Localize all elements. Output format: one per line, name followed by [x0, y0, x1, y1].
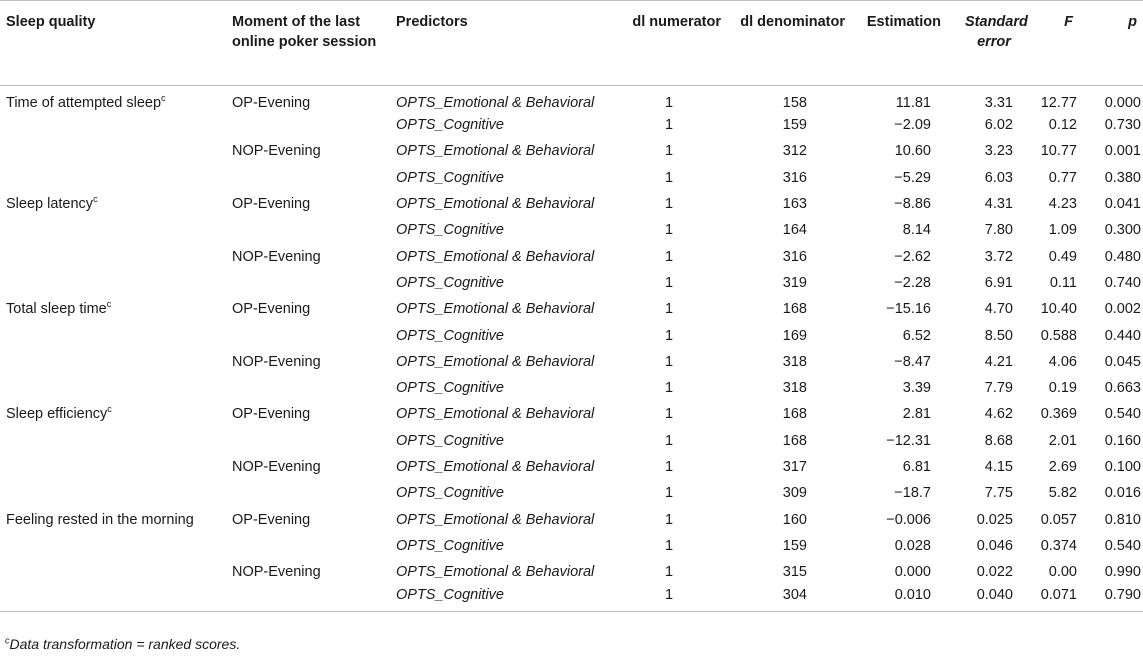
cell-dl-numerator: 1: [664, 169, 674, 186]
cell-sleep-quality: [0, 559, 226, 585]
cell-predictor: OPTS_Cognitive: [396, 380, 504, 397]
cell-moment: [226, 585, 390, 611]
cell-moment: NOP-Evening: [232, 353, 321, 370]
cell-dl-denominator: 158: [782, 95, 807, 111]
cell-p: 0.990: [1104, 564, 1141, 581]
table-row: [0, 454, 1143, 480]
cell-predictor: OPTS_Cognitive: [396, 274, 504, 291]
cell-f: 4.06: [1048, 353, 1077, 370]
cell-moment: NOP-Evening: [232, 248, 321, 265]
cell-predictor: OPTS_Emotional & Behavioral: [396, 301, 595, 318]
table-body: [0, 86, 1143, 612]
cell-moment: [226, 428, 390, 454]
table-row: [0, 506, 1143, 532]
cell-moment: [226, 270, 390, 296]
table-row: [0, 217, 1143, 243]
cell-dl-denominator: 168: [782, 432, 807, 449]
cell-standard-error: 6.03: [984, 169, 1013, 186]
header-moment: Moment of the last online poker session: [226, 1, 390, 86]
cell-standard-error: 6.02: [984, 117, 1013, 134]
cell-f: 4.23: [1048, 196, 1077, 213]
cell-predictor: OPTS_Emotional & Behavioral: [396, 143, 595, 160]
cell-predictor: OPTS_Emotional & Behavioral: [396, 406, 595, 423]
cell-estimation: 6.52: [902, 327, 931, 344]
cell-p: 0.380: [1104, 169, 1141, 186]
cell-predictor: OPTS_Cognitive: [396, 537, 504, 554]
cell-sleep-quality: [0, 375, 226, 401]
cell-predictor: OPTS_Cognitive: [396, 327, 504, 344]
cell-p: 0.016: [1104, 485, 1141, 502]
cell-dl-numerator: 1: [664, 117, 674, 134]
cell-dl-numerator: 1: [664, 95, 674, 111]
cell-standard-error: 3.31: [984, 95, 1013, 111]
cell-estimation: 0.000: [894, 564, 931, 581]
table-row: [0, 138, 1143, 164]
table-row: [0, 270, 1143, 296]
superscript-marker: c: [106, 299, 112, 310]
header-standard-error: Standard error: [959, 1, 1029, 86]
cell-standard-error: 6.91: [984, 274, 1013, 291]
cell-sleep-quality: Time of attempted sleep$^c$: [6, 93, 166, 111]
cell-sleep-quality: [0, 138, 226, 164]
cell-p: 0.000: [1104, 95, 1141, 111]
cell-dl-denominator: 159: [782, 537, 807, 554]
header-p: p: [1079, 1, 1143, 86]
cell-estimation: −8.86: [894, 196, 931, 213]
cell-dl-denominator: 163: [782, 196, 807, 213]
cell-standard-error: 0.046: [976, 537, 1013, 554]
cell-sleep-quality: Total sleep time$^c$: [6, 299, 112, 318]
cell-p: 0.790: [1079, 585, 1143, 611]
cell-dl-numerator: 1: [664, 327, 674, 344]
cell-predictor: OPTS_Emotional & Behavioral: [396, 511, 595, 528]
cell-p: 0.730: [1104, 117, 1141, 134]
cell-f: 2.01: [1048, 432, 1077, 449]
cell-dl-denominator: 312: [782, 143, 807, 160]
cell-predictor: OPTS_Emotional & Behavioral: [396, 248, 595, 265]
header-sleep-quality: Sleep quality: [0, 1, 226, 86]
cell-dl-numerator: 1: [664, 196, 674, 213]
table-row: [0, 86, 1143, 113]
cell-standard-error: 0.040: [959, 585, 1029, 611]
cell-standard-error: 4.62: [984, 406, 1013, 423]
table-row: [0, 243, 1143, 269]
cell-dl-numerator: 1: [664, 380, 674, 397]
cell-predictor: OPTS_Cognitive: [396, 485, 504, 502]
cell-p: 0.160: [1104, 432, 1141, 449]
cell-p: 0.041: [1104, 196, 1141, 213]
cell-standard-error: 7.80: [984, 222, 1013, 239]
cell-dl-numerator: 1: [611, 585, 727, 611]
cell-predictor: OPTS_Cognitive: [396, 169, 504, 186]
cell-predictor: OPTS_Cognitive: [396, 117, 504, 134]
cell-f: 0.12: [1048, 117, 1077, 134]
cell-f: 12.77: [1040, 95, 1077, 111]
cell-standard-error: 4.21: [984, 353, 1013, 370]
cell-dl-numerator: 1: [664, 485, 674, 502]
cell-dl-numerator: 1: [664, 406, 674, 423]
cell-sleep-quality: Sleep latency$^c$: [6, 194, 98, 213]
cell-p: 0.440: [1104, 327, 1141, 344]
cell-sleep-quality: [0, 533, 226, 559]
cell-moment: NOP-Evening: [232, 459, 321, 475]
cell-predictor: OPTS_Emotional & Behavioral: [396, 564, 595, 581]
cell-standard-error: 4.15: [984, 459, 1013, 475]
cell-moment: [226, 112, 390, 138]
table-row: [0, 165, 1143, 191]
table-row: [0, 112, 1143, 138]
cell-sleep-quality: [0, 585, 226, 611]
table-row: [0, 322, 1143, 348]
cell-moment: NOP-Evening: [232, 143, 321, 160]
header-row: [0, 1, 1143, 86]
cell-moment: [226, 217, 390, 243]
cell-predictor: OPTS_Emotional & Behavioral: [396, 353, 595, 370]
cell-dl-denominator: 169: [782, 327, 807, 344]
cell-standard-error: 0.025: [976, 511, 1013, 528]
cell-f: 10.77: [1040, 143, 1077, 160]
cell-f: 0.77: [1048, 169, 1077, 186]
superscript-marker: c: [161, 93, 166, 104]
cell-f: 0.11: [1049, 274, 1077, 291]
cell-dl-denominator: 316: [782, 169, 807, 186]
superscript-marker: c: [93, 194, 98, 205]
cell-f: 0.071: [1029, 585, 1079, 611]
cell-dl-numerator: 1: [664, 274, 674, 291]
cell-predictor: OPTS_Emotional & Behavioral: [396, 196, 595, 213]
cell-estimation: −2.28: [894, 274, 931, 291]
cell-dl-denominator: 164: [782, 222, 807, 239]
cell-dl-numerator: 1: [664, 248, 674, 265]
cell-estimation: −12.31: [886, 432, 931, 449]
cell-moment: OP-Evening: [232, 406, 311, 423]
cell-moment: [226, 322, 390, 348]
cell-moment: [226, 480, 390, 506]
cell-p: 0.001: [1104, 143, 1141, 160]
cell-f: 10.40: [1040, 301, 1077, 318]
table-row: [0, 296, 1143, 322]
header-dl-denominator: dl denominator: [727, 1, 851, 86]
cell-p: 0.740: [1104, 274, 1141, 291]
cell-p: 0.480: [1104, 248, 1141, 265]
cell-sleep-quality: [0, 112, 226, 138]
cell-dl-denominator: 318: [782, 380, 807, 397]
cell-p: 0.100: [1104, 459, 1141, 475]
cell-estimation: 0.010: [851, 585, 959, 611]
table-row: [0, 191, 1143, 217]
cell-dl-denominator: 309: [782, 485, 807, 502]
footnote-text: Data transformation = ranked scores.: [9, 636, 241, 652]
cell-dl-denominator: 315: [782, 564, 807, 581]
cell-standard-error: 7.79: [984, 380, 1013, 397]
cell-sleep-quality: [0, 322, 226, 348]
cell-predictor: OPTS_Cognitive: [396, 432, 504, 449]
cell-sleep-quality: [0, 480, 226, 506]
table-row: [0, 533, 1143, 559]
cell-f: 0.00: [1048, 564, 1077, 581]
cell-predictor: OPTS_Emotional & Behavioral: [396, 459, 595, 475]
cell-sleep-quality: [0, 243, 226, 269]
cell-moment: [226, 165, 390, 191]
cell-predictor: OPTS_Cognitive: [396, 222, 504, 239]
header-f: F: [1029, 1, 1079, 86]
cell-moment: [226, 375, 390, 401]
table-row: [0, 401, 1143, 427]
cell-dl-denominator: 318: [782, 353, 807, 370]
cell-sleep-quality: [0, 428, 226, 454]
cell-predictor: OPTS_Cognitive: [390, 585, 611, 611]
cell-sleep-quality: [0, 349, 226, 375]
cell-dl-numerator: 1: [664, 353, 674, 370]
cell-dl-denominator: 160: [782, 511, 807, 528]
cell-estimation: 8.14: [902, 222, 931, 239]
cell-estimation: −2.09: [894, 117, 931, 134]
cell-dl-numerator: 1: [664, 564, 674, 581]
table-footnote: [5, 636, 240, 652]
cell-dl-denominator: 316: [782, 248, 807, 265]
cell-estimation: 3.39: [902, 380, 931, 397]
cell-f: 5.82: [1048, 485, 1077, 502]
superscript-marker: c: [107, 404, 112, 415]
cell-f: 0.374: [1040, 537, 1077, 554]
cell-dl-numerator: 1: [664, 143, 674, 160]
cell-estimation: −5.29: [894, 169, 931, 186]
cell-f: 2.69: [1048, 459, 1077, 475]
cell-estimation: −18.7: [894, 485, 931, 502]
cell-f: 0.49: [1048, 248, 1077, 265]
cell-p: 0.300: [1104, 222, 1141, 239]
cell-p: 0.002: [1104, 301, 1141, 318]
cell-f: 0.057: [1040, 511, 1077, 528]
cell-dl-numerator: 1: [664, 222, 674, 239]
cell-p: 0.810: [1104, 511, 1141, 528]
cell-dl-numerator: 1: [664, 511, 674, 528]
cell-standard-error: 0.022: [976, 564, 1013, 581]
cell-standard-error: 4.31: [984, 196, 1013, 213]
cell-estimation: −8.47: [894, 353, 931, 370]
cell-estimation: −15.16: [886, 301, 931, 318]
cell-dl-denominator: 159: [782, 117, 807, 134]
cell-dl-numerator: 1: [664, 459, 674, 475]
header-predictors: Predictors: [390, 1, 611, 86]
cell-sleep-quality: [0, 270, 226, 296]
cell-estimation: 0.028: [894, 537, 931, 554]
cell-p: 0.540: [1104, 406, 1141, 423]
cell-f: 1.09: [1048, 222, 1077, 239]
table-row: [0, 428, 1143, 454]
cell-standard-error: 3.23: [984, 143, 1013, 160]
cell-dl-denominator: 168: [782, 406, 807, 423]
table-row: [0, 585, 1143, 611]
cell-dl-denominator: 319: [782, 274, 807, 291]
cell-moment: NOP-Evening: [232, 564, 321, 581]
cell-estimation: 2.81: [902, 406, 931, 423]
cell-estimation: −0.006: [886, 511, 931, 528]
cell-p: 0.540: [1104, 537, 1141, 554]
cell-dl-denominator: 168: [782, 301, 807, 318]
cell-moment: OP-Evening: [232, 511, 311, 528]
cell-p: 0.663: [1104, 380, 1141, 397]
cell-dl-numerator: 1: [664, 432, 674, 449]
cell-moment: OP-Evening: [232, 301, 311, 318]
cell-sleep-quality: [0, 217, 226, 243]
cell-moment: OP-Evening: [232, 196, 311, 213]
cell-dl-numerator: 1: [664, 301, 674, 318]
cell-standard-error: 8.68: [984, 432, 1013, 449]
cell-f: 0.19: [1048, 380, 1077, 397]
cell-f: 0.369: [1040, 406, 1077, 423]
header-estimation: Estimation: [851, 1, 959, 86]
cell-standard-error: 3.72: [984, 248, 1013, 265]
table-row: [0, 349, 1143, 375]
cell-moment: OP-Evening: [232, 95, 311, 111]
cell-standard-error: 4.70: [984, 301, 1013, 318]
footnote-marker: c: [5, 635, 10, 646]
cell-estimation: 6.81: [902, 459, 931, 475]
table-row: [0, 559, 1143, 585]
cell-sleep-quality: [0, 165, 226, 191]
cell-moment: [226, 533, 390, 559]
cell-sleep-quality: Sleep efficiency$^c$: [6, 404, 112, 423]
table-row: [0, 480, 1143, 506]
cell-dl-denominator: 304: [727, 585, 851, 611]
cell-p: 0.045: [1104, 353, 1141, 370]
cell-predictor: OPTS_Emotional & Behavioral: [396, 95, 595, 111]
table-row: [0, 375, 1143, 401]
header-dl-numerator: dl numerator: [611, 1, 727, 86]
cell-estimation: 10.60: [894, 143, 931, 160]
cell-standard-error: 8.50: [984, 327, 1013, 344]
cell-sleep-quality: [0, 454, 226, 480]
cell-f: 0.588: [1040, 327, 1077, 344]
cell-estimation: −2.62: [894, 248, 931, 265]
cell-dl-numerator: 1: [664, 537, 674, 554]
cell-dl-denominator: 317: [782, 459, 807, 475]
cell-estimation: 11.81: [895, 95, 931, 111]
cell-sleep-quality: Feeling rested in the morning: [6, 511, 194, 528]
cell-standard-error: 7.75: [984, 485, 1013, 502]
